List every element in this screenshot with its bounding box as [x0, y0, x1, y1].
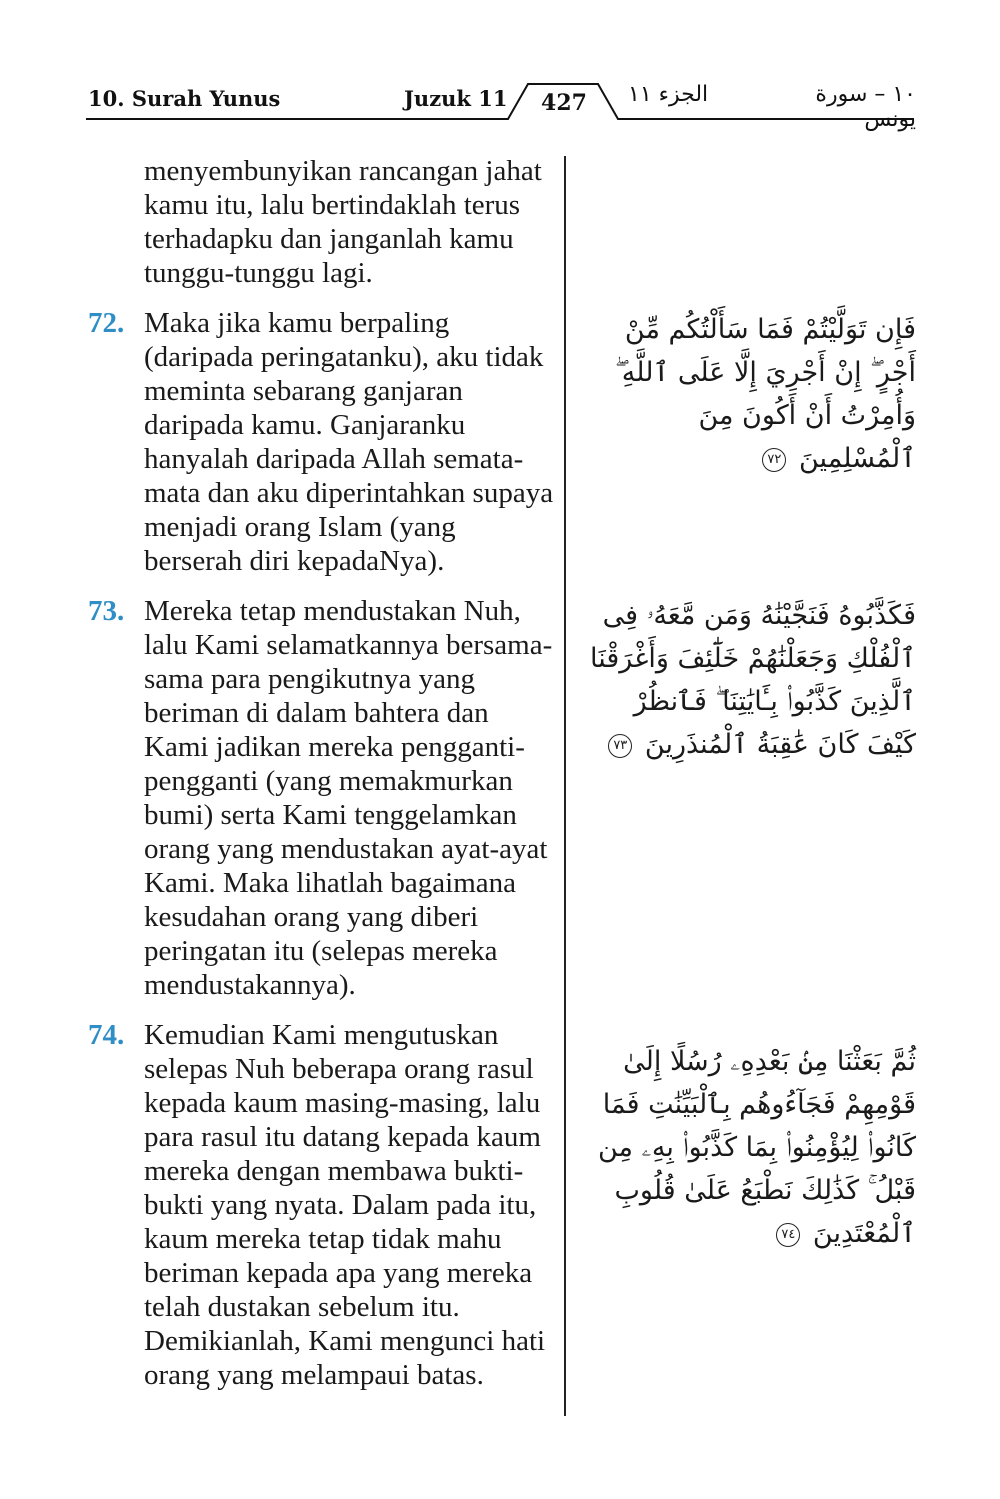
arabic-text: فَإِن تَوَلَّيْتُمْ فَمَا سَأَلْتُكُم مِّنْ أَجْرٍ ۖ إِنْ أَجْرِيَ إِلَّا عَلَى ٱللَّهِ ۖ وَأُمِرْتُ أَنْ أَكُونَ مِنَ ٱلْمُسْلِمِينَ	[615, 314, 916, 474]
juzuk-label-latin: Juzuk 11	[404, 86, 508, 111]
arabic-text: فَكَذَّبُوهُ فَنَجَّيْنَٰهُ وَمَن مَّعَهُۥ فِى ٱلْفُلْكِ وَجَعَلْنَٰهُمْ خَلَٰٓئِفَ وَأَغْرَقْنَا ٱلَّذِينَ كَذَّبُوا۟ بِـَٔايَٰتِنَا ۖ فَٱنظُرْ كَيْفَ كَانَ عَٰقِبَةُ ٱلْمُنذَرِينَ	[590, 600, 916, 760]
verse-text: Maka jika kamu berpaling (daripada peringatanku), aku tidak meminta sebarang ganjaran daripada kamu. Ganjaranku hanyalah daripada Allah semata-mata dan aku diperintahkan supaya menjadi orang Islam (yang berserah diri kepadaNya).	[144, 307, 554, 577]
verse-text: Kemudian Kami mengutuskan selepas Nuh beberapa orang rasul kepada kaum masing-masing, lalu para rasul itu datang kepada kaum mereka dengan membawa bukti-bukti yang nyata. Dalam pada itu, kaum mereka tetap tidak mahu beriman kepada apa yang mereka telah dustakan sebelum itu. Demikianlah, Kami mengunci hati orang yang melampaui batas.	[144, 1019, 546, 1391]
page-header	[0, 0, 1000, 130]
verse-number: 73.	[88, 595, 125, 627]
ayah-end-marker: ٧٤	[776, 1223, 800, 1247]
arabic-text: ثُمَّ بَعَثْنَا مِنۢ بَعْدِهِۦ رُسُلًا إِلَىٰ قَوْمِهِمْ فَجَآءُوهُم بِٱلْبَيِّنَٰتِ فَمَا كَانُوا۟ لِيُؤْمِنُوا۟ بِمَا كَذَّبُوا۟ بِهِۦ مِن قَبْلُ ۚ كَذَٰلِكَ نَطْبَعُ عَلَىٰ قُلُوبِ ٱلْمُعْتَدِينَ	[598, 1046, 916, 1249]
verse-text: menyembunyikan rancangan jahat kamu itu, lalu bertindaklah terus terhadapku dan janganlah kamu tunggu-tunggu lagi.	[144, 155, 542, 289]
surah-title-latin: 10. Surah Yunus	[88, 86, 281, 111]
verse-72	[88, 306, 558, 578]
verse-74	[88, 1018, 558, 1392]
translation-column	[88, 154, 558, 1408]
verse-number: 72.	[88, 307, 125, 339]
verse-text: Mereka tetap mendustakan Nuh, lalu Kami selamatkannya bersama-sama para pengikutnya yang beriman di dalam bahtera dan Kami jadikan mereka pengganti-pengganti (yang memakmurkan bumi) serta Kami tenggelamkan orang yang mendustakan ayat-ayat Kami. Maka lihatlah bagaimana kesudahan orang yang diberi peringatan itu (selepas mereka mendustakannya).	[144, 595, 553, 1001]
column-divider	[564, 156, 566, 1416]
arabic-verse-72	[586, 308, 916, 480]
surah-title-arabic: ١٠ – سورة يونس	[815, 82, 916, 132]
page-number: 427	[541, 90, 587, 116]
verse-71-continuation	[88, 154, 558, 290]
arabic-verse-73	[586, 594, 916, 766]
verse-73	[88, 594, 558, 1002]
juz-label-arabic: الجزء ١١	[628, 82, 709, 107]
ayah-end-marker: ٧٢	[762, 448, 786, 472]
ayah-end-marker: ٧٣	[608, 734, 632, 758]
verse-number: 74.	[88, 1019, 125, 1051]
arabic-verse-74	[586, 1040, 916, 1255]
